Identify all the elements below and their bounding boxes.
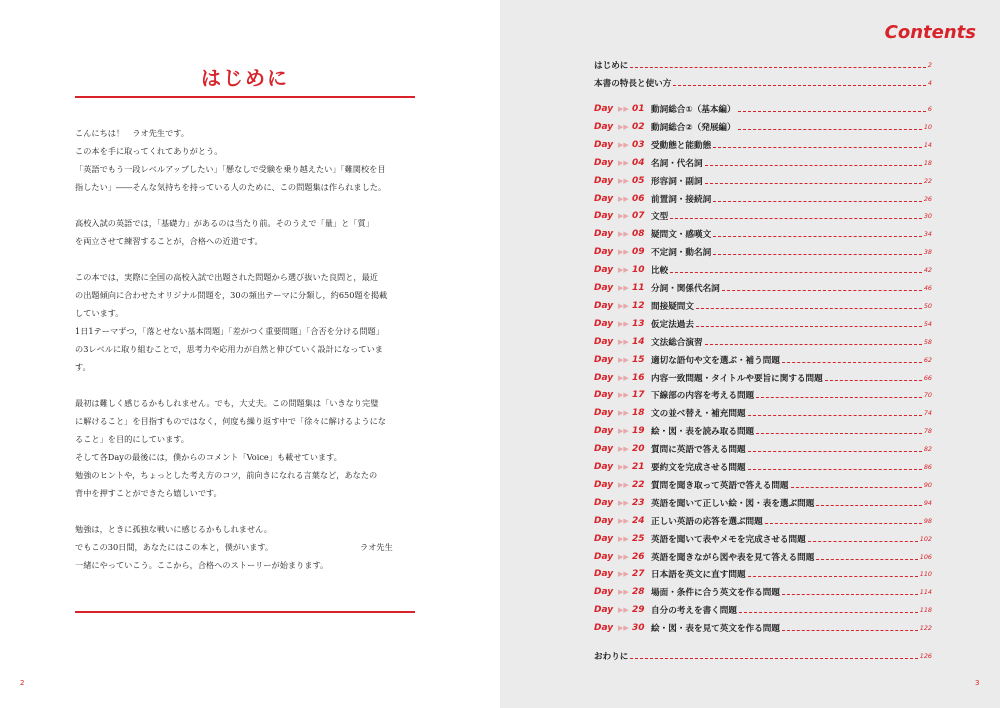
author-signature: ラオ先生: [360, 542, 393, 552]
toc-label: 分詞・関係代名詞: [651, 284, 720, 294]
dotted-leader: [756, 397, 922, 398]
toc-label: 比較: [651, 266, 669, 276]
day-word: Day: [594, 462, 614, 472]
toc-day-entry[interactable]: [594, 621, 932, 635]
dotted-leader: [748, 415, 922, 416]
day-number: 23: [632, 498, 645, 508]
dotted-leader: [782, 630, 918, 631]
dotted-leader: [713, 201, 922, 202]
bottom-divider: [75, 611, 415, 613]
intro-line: この本では，実際に全国の高校入試で出題された問題から選び抜いた良問と，最近: [75, 272, 378, 282]
day-word: Day: [594, 426, 614, 436]
day-word: Day: [594, 552, 614, 562]
intro-line: こんにちは！ ラオ先生です。: [75, 128, 189, 138]
intro-line: 背中を押すことができたら嬉しいです。: [75, 488, 222, 498]
double-arrow-icon: ▶▶: [618, 302, 629, 310]
toc-page-number: 10: [923, 123, 932, 131]
toc-entry[interactable]: [594, 58, 932, 72]
toc-label: 形容詞・副詞: [651, 177, 703, 187]
toc-label: はじめに: [594, 61, 629, 71]
toc-page-number: 14: [923, 141, 932, 149]
day-word: Day: [594, 158, 614, 168]
dotted-leader: [738, 111, 926, 112]
double-arrow-icon: ▶▶: [618, 320, 629, 328]
dotted-leader: [713, 254, 922, 255]
toc-page-number: 6: [927, 105, 932, 113]
toc-day-entry[interactable]: [594, 138, 932, 152]
toc-label: 文型: [651, 212, 669, 222]
day-word: Day: [594, 355, 614, 365]
day-number: 21: [632, 462, 645, 472]
toc-page-number: 50: [923, 302, 932, 310]
day-word: Day: [594, 337, 614, 347]
day-number: 08: [632, 229, 645, 239]
toc-page-number: 70: [923, 391, 932, 399]
toc-label: 絵・図・表を読み取る問題: [651, 427, 755, 437]
toc-label: 不定詞・動名詞: [651, 248, 712, 258]
toc-day-entry[interactable]: [594, 603, 932, 617]
toc-page-number: 126: [919, 652, 932, 660]
double-arrow-icon: ▶▶: [618, 123, 629, 131]
toc-entry[interactable]: [594, 76, 932, 90]
toc-page-number: 34: [923, 230, 932, 238]
intro-line: 勉強は，ときに孤独な戦いに感じるかもしれません。: [75, 524, 272, 534]
double-arrow-icon: ▶▶: [618, 141, 629, 149]
day-word: Day: [594, 587, 614, 597]
intro-line: 勉強のヒントや，ちょっとした考え方のコツ，前向きになれる言葉など，あなたの: [75, 470, 378, 480]
toc-page-number: 30: [923, 212, 932, 220]
dotted-leader: [748, 576, 918, 577]
double-arrow-icon: ▶▶: [618, 463, 629, 471]
day-word: Day: [594, 194, 614, 204]
toc-day-entry[interactable]: [594, 460, 932, 474]
intro-line: 高校入試の英語では，「基礎力」があるのは当たり前。そのうえで「量」と「質」: [75, 218, 374, 228]
toc-day-entry[interactable]: [594, 442, 932, 456]
double-arrow-icon: ▶▶: [618, 374, 629, 382]
dotted-leader: [673, 85, 926, 86]
double-arrow-icon: ▶▶: [618, 570, 629, 578]
dotted-leader: [782, 594, 918, 595]
double-arrow-icon: ▶▶: [618, 553, 629, 561]
dotted-leader: [782, 362, 922, 363]
toc-label: 英語を聞いて正しい絵・図・表を選ぶ問題: [651, 499, 815, 509]
intro-line: 1日1テーマずつ，「落とせない基本問題」「差がつく重要問題」「合否を分ける問題」: [75, 326, 384, 336]
toc-day-entry[interactable]: [594, 317, 932, 331]
intro-line: 指したい」――そんな気持ちを持っている人のために、この問題集は作られました。: [75, 182, 387, 192]
toc-entry[interactable]: [594, 649, 932, 663]
toc-day-entry[interactable]: [594, 567, 932, 581]
toc-page-number: 94: [923, 499, 932, 507]
toc-label: 適切な語句や文を選ぶ・補う問題: [651, 356, 780, 366]
double-arrow-icon: ▶▶: [618, 409, 629, 417]
day-number: 01: [632, 104, 645, 114]
double-arrow-icon: ▶▶: [618, 212, 629, 220]
day-word: Day: [594, 176, 614, 186]
day-word: Day: [594, 480, 614, 490]
day-number: 07: [632, 211, 645, 221]
day-word: Day: [594, 390, 614, 400]
day-word: Day: [594, 104, 614, 114]
intro-paragraph: [75, 124, 425, 196]
toc-day-entry[interactable]: [594, 585, 932, 599]
toc-label: 自分の考えを書く問題: [651, 606, 737, 616]
toc-label: 日本語を英文に直す問題: [651, 570, 746, 580]
toc-day-entry[interactable]: [594, 156, 932, 170]
dotted-leader: [816, 505, 922, 506]
day-word: Day: [594, 140, 614, 150]
double-arrow-icon: ▶▶: [618, 517, 629, 525]
title-divider: [75, 96, 415, 98]
dotted-leader: [791, 487, 922, 488]
day-number: 12: [632, 301, 645, 311]
toc-label: 下線部の内容を考える問題: [651, 391, 755, 401]
toc-day-entry[interactable]: [594, 353, 932, 367]
dotted-leader: [630, 67, 926, 68]
intro-line: の出題傾向に合わせたオリジナル問題を，30の頻出テーマに分類し，約650題を掲載: [75, 290, 388, 300]
dotted-leader: [670, 272, 922, 273]
toc-page-number: 82: [923, 445, 932, 453]
day-word: Day: [594, 229, 614, 239]
toc-day-entry[interactable]: [594, 550, 932, 564]
double-arrow-icon: ▶▶: [618, 499, 629, 507]
toc-page-number: 26: [923, 195, 932, 203]
toc-page-number: 2: [927, 61, 932, 69]
dotted-leader: [808, 541, 918, 542]
toc-page-number: 86: [923, 463, 932, 471]
toc-day-entry[interactable]: [594, 478, 932, 492]
toc-label: 動詞総合①（基本編）: [651, 105, 736, 115]
toc-day-entry[interactable]: [594, 192, 932, 206]
toc-day-entry[interactable]: [594, 514, 932, 528]
day-number: 10: [632, 265, 645, 275]
dotted-leader: [713, 147, 922, 148]
day-word: Day: [594, 319, 614, 329]
intro-title: はじめに: [201, 66, 289, 90]
day-number: 16: [632, 373, 645, 383]
toc-label: 前置詞・接続詞: [651, 195, 712, 205]
day-number: 15: [632, 355, 645, 365]
double-arrow-icon: ▶▶: [618, 535, 629, 543]
toc-day-entry[interactable]: [594, 299, 932, 313]
day-number: 14: [632, 337, 645, 347]
toc-day-entry[interactable]: [594, 281, 932, 295]
day-word: Day: [594, 122, 614, 132]
day-word: Day: [594, 444, 614, 454]
day-word: Day: [594, 283, 614, 293]
toc-page-number: 74: [923, 409, 932, 417]
toc-day-entry[interactable]: [594, 371, 932, 385]
dotted-leader: [696, 326, 922, 327]
day-number: 26: [632, 552, 645, 562]
toc-day-entry[interactable]: [594, 532, 932, 546]
toc-page-number: 110: [919, 570, 932, 578]
day-number: 29: [632, 605, 645, 615]
toc-label: 質問を聞き取って英語で答える問題: [651, 481, 789, 491]
page-number-right: 3: [975, 679, 980, 687]
double-arrow-icon: ▶▶: [618, 159, 629, 167]
dotted-leader: [670, 218, 922, 219]
day-word: Day: [594, 301, 614, 311]
day-number: 27: [632, 569, 645, 579]
intro-body: [75, 124, 425, 592]
toc-day-entry[interactable]: [594, 263, 932, 277]
double-arrow-icon: ▶▶: [618, 588, 629, 596]
toc-page-number: 62: [923, 356, 932, 364]
intro-line: 最初は難しく感じるかもしれません。でも，大丈夫。この問題集は「いきなり完璧: [75, 398, 379, 408]
double-arrow-icon: ▶▶: [618, 427, 629, 435]
intro-line: しています。: [75, 308, 124, 318]
dotted-leader: [705, 165, 922, 166]
day-word: Day: [594, 211, 614, 221]
page-number-left: 2: [20, 679, 25, 687]
day-number: 13: [632, 319, 645, 329]
day-number: 06: [632, 194, 645, 204]
intro-line: に解けること」を目指すものではなく，何度も繰り返す中で「徐々に解けるようにな: [75, 416, 386, 426]
toc-label: 要約文を完成させる問題: [651, 463, 746, 473]
dotted-leader: [705, 183, 922, 184]
day-word: Day: [594, 265, 614, 275]
toc-page-number: 118: [919, 606, 932, 614]
day-number: 18: [632, 408, 645, 418]
toc-page-number: 42: [923, 266, 932, 274]
day-word: Day: [594, 247, 614, 257]
day-number: 20: [632, 444, 645, 454]
toc-page-number: 122: [919, 624, 932, 632]
toc-page-number: 38: [923, 248, 932, 256]
toc-page-number: 22: [923, 177, 932, 185]
toc-page-number: 54: [923, 320, 932, 328]
toc-label: おわりに: [594, 652, 629, 662]
toc-label: 英語を聞きながら図や表を見て答える問題: [651, 553, 815, 563]
toc-label: 正しい英語の応答を選ぶ問題: [651, 517, 763, 527]
double-arrow-icon: ▶▶: [618, 606, 629, 614]
day-number: 24: [632, 516, 645, 526]
intro-line: 「英語でもう一段レベルアップしたい」「懸なしで受験を乗り越えたい」「難関校を目: [75, 164, 386, 174]
day-word: Day: [594, 373, 614, 383]
dotted-leader: [825, 380, 922, 381]
dotted-leader: [705, 344, 922, 345]
day-number: 11: [632, 283, 645, 293]
dotted-leader: [696, 308, 922, 309]
toc-label: 場面・条件に合う英文を作る問題: [651, 588, 780, 598]
contents-title: Contents: [884, 22, 976, 43]
toc-label: 文法総合演習: [651, 338, 703, 348]
double-arrow-icon: ▶▶: [618, 356, 629, 364]
intro-paragraph: [75, 394, 425, 502]
toc-label: 文の並べ替え・補充問題: [651, 409, 746, 419]
intro-line: の3レベルに取り組むことで，思考力や応用力が自然と伸びていく設計になっていま: [75, 344, 383, 354]
toc-day-entry[interactable]: [594, 388, 932, 402]
toc-label: 絵・図・表を見て英文を作る問題: [651, 624, 780, 634]
double-arrow-icon: ▶▶: [618, 445, 629, 453]
toc-day-entry[interactable]: [594, 209, 932, 223]
double-arrow-icon: ▶▶: [618, 177, 629, 185]
day-word: Day: [594, 516, 614, 526]
toc-day-entry[interactable]: [594, 406, 932, 420]
toc-page-number: 106: [919, 553, 932, 561]
dotted-leader: [765, 523, 922, 524]
intro-line: す。: [75, 362, 91, 372]
dotted-leader: [756, 433, 922, 434]
intro-paragraph: [75, 268, 425, 376]
toc-page-number: 4: [927, 79, 932, 87]
intro-paragraph: [75, 214, 425, 250]
double-arrow-icon: ▶▶: [618, 195, 629, 203]
day-word: Day: [594, 498, 614, 508]
toc-label: 疑問文・感嘆文: [651, 230, 712, 240]
day-word: Day: [594, 534, 614, 544]
double-arrow-icon: ▶▶: [618, 266, 629, 274]
toc-page-number: 78: [923, 427, 932, 435]
toc-day-entry[interactable]: [594, 174, 932, 188]
day-number: 30: [632, 623, 645, 633]
toc-label: 動詞総合②（発展編）: [651, 123, 736, 133]
toc-page-number: 90: [923, 481, 932, 489]
day-number: 04: [632, 158, 645, 168]
toc-label: 本書の特長と使い方: [594, 79, 672, 89]
toc-label: 英語を聞いて表やメモを完成させる問題: [651, 535, 806, 545]
dotted-leader: [739, 612, 918, 613]
toc-page-number: 66: [923, 374, 932, 382]
intro-line: この本を手に取ってくれてありがとう。: [75, 146, 223, 156]
toc-label: 質問に英語で答える問題: [651, 445, 746, 455]
intro-line: でもこの30日間，あなたにはこの本と，僕がいます。: [75, 542, 274, 552]
toc-day-entry[interactable]: [594, 227, 932, 241]
toc-label: 受動態と能動態: [651, 141, 712, 151]
toc-page-number: 98: [923, 517, 932, 525]
day-number: 28: [632, 587, 645, 597]
toc-day-entry[interactable]: [594, 120, 932, 134]
double-arrow-icon: ▶▶: [618, 248, 629, 256]
toc-day-entry[interactable]: [594, 245, 932, 259]
day-word: Day: [594, 408, 614, 418]
dotted-leader: [713, 236, 922, 237]
dotted-leader: [722, 290, 922, 291]
day-number: 02: [632, 122, 645, 132]
toc-label: 名詞・代名詞: [651, 159, 703, 169]
toc-page-number: 114: [919, 588, 932, 596]
day-number: 03: [632, 140, 645, 150]
day-number: 19: [632, 426, 645, 436]
dotted-leader: [738, 129, 922, 130]
toc-day-entry[interactable]: [594, 496, 932, 510]
dotted-leader: [630, 658, 917, 659]
toc-page-number: 102: [919, 535, 932, 543]
intro-line: を両立させて練習することが，合格への近道です。: [75, 236, 263, 246]
double-arrow-icon: ▶▶: [618, 391, 629, 399]
double-arrow-icon: ▶▶: [618, 105, 629, 113]
day-number: 09: [632, 247, 645, 257]
intro-line: そして各Dayの最後には，僕からのコメント「Voice」も載せています。: [75, 452, 342, 462]
day-number: 05: [632, 176, 645, 186]
double-arrow-icon: ▶▶: [618, 230, 629, 238]
toc-label: 間接疑問文: [651, 302, 694, 312]
day-word: Day: [594, 623, 614, 633]
toc-page-number: 58: [923, 338, 932, 346]
day-number: 25: [632, 534, 645, 544]
toc-page-number: 18: [923, 159, 932, 167]
double-arrow-icon: ▶▶: [618, 338, 629, 346]
day-number: 17: [632, 390, 645, 400]
day-word: Day: [594, 569, 614, 579]
toc-page-number: 46: [923, 284, 932, 292]
dotted-leader: [816, 559, 918, 560]
dotted-leader: [748, 469, 922, 470]
toc-day-entry[interactable]: [594, 424, 932, 438]
double-arrow-icon: ▶▶: [618, 481, 629, 489]
dotted-leader: [748, 451, 922, 452]
double-arrow-icon: ▶▶: [618, 624, 629, 632]
double-arrow-icon: ▶▶: [618, 284, 629, 292]
day-word: Day: [594, 605, 614, 615]
toc-day-entry[interactable]: [594, 102, 932, 116]
toc-label: 内容一致問題・タイトルや要旨に関する問題: [651, 374, 823, 384]
day-number: 22: [632, 480, 645, 490]
toc-label: 仮定法過去: [651, 320, 694, 330]
intro-line: 一緒にやっていこう。ここから，合格へのストーリーが始まります。: [75, 560, 329, 570]
toc-day-entry[interactable]: [594, 335, 932, 349]
intro-line: ること」を目的にしています。: [75, 434, 189, 444]
